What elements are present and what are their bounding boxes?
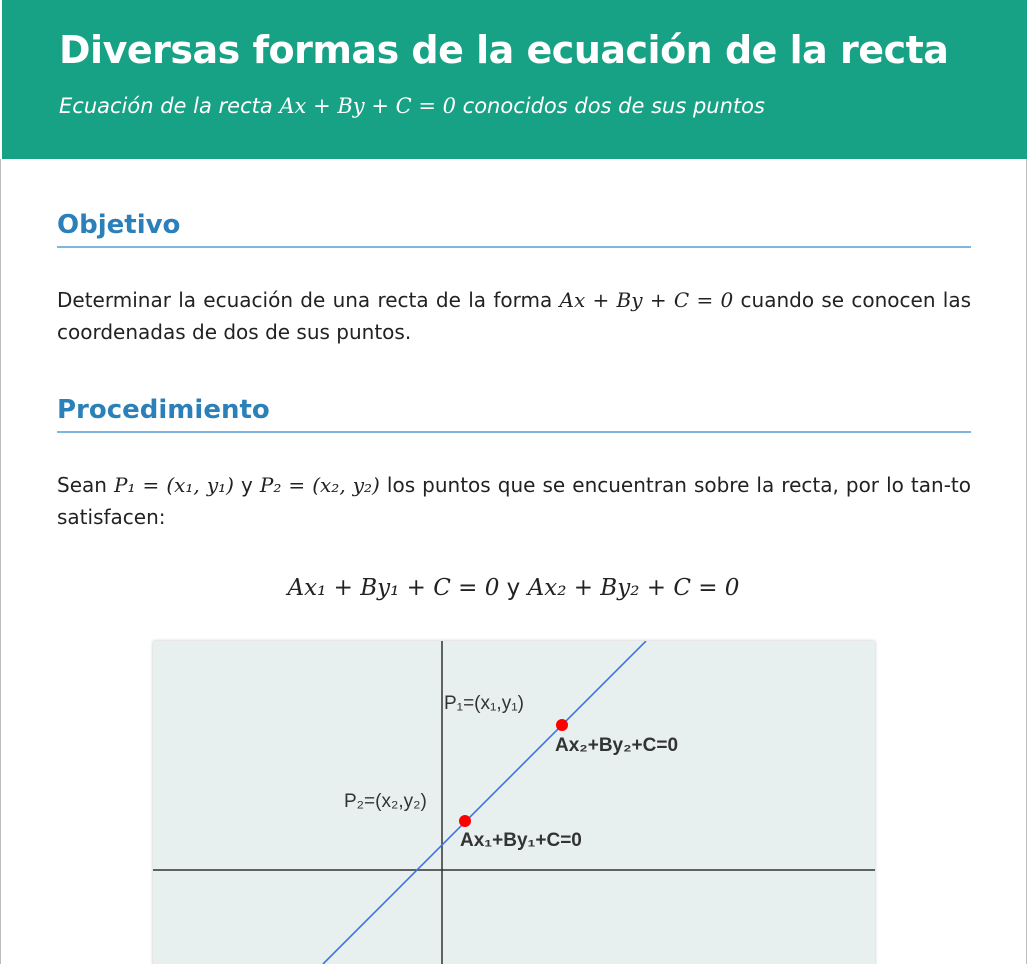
objetivo-equation: Ax + By + C = 0 — [559, 288, 734, 312]
display-equation-1: Ax₁ + By₁ + C = 0 — [287, 575, 500, 601]
label-p2: P₂=(x₂,y₂) — [344, 791, 427, 812]
procedimiento-text-1: Sean — [57, 473, 114, 497]
subtitle-equation: Ax + By + C = 0 — [279, 94, 456, 118]
point-p2-definition: P₂ = (x₂, y₂) — [259, 473, 380, 497]
line-figure — [153, 641, 875, 964]
heading-rule — [57, 246, 971, 248]
procedimiento-text-3: los puntos que se encuentran sobre la recta, por lo tan-to satisfacen: — [57, 473, 971, 529]
objetivo-paragraph — [57, 284, 971, 348]
point-p1-definition: P₁ = (x₁, y₁) — [113, 473, 234, 497]
point-p2 — [459, 815, 471, 827]
left-border — [0, 159, 1, 964]
procedimiento-text-2: y — [233, 473, 260, 497]
page-title: Diversas formas de la ecuación de la recta — [59, 28, 949, 72]
label-equation-1: Ax₁+By₁+C=0 — [460, 830, 582, 851]
display-equation-2: Ax₂ + By₂ + C = 0 — [527, 575, 740, 601]
heading-objetivo: Objetivo — [57, 210, 181, 240]
subtitle-prefix: Ecuación de la recta — [59, 94, 280, 118]
procedimiento-paragraph — [57, 469, 971, 533]
page-subtitle — [59, 94, 765, 118]
label-equation-2: Ax₂+By₂+C=0 — [555, 735, 679, 756]
subtitle-suffix: conocidos dos de sus puntos — [455, 94, 765, 118]
objetivo-text-before: Determinar la ecuación de una recta de la forma — [57, 288, 560, 312]
display-conjunction: y — [499, 575, 528, 601]
line-figure-svg — [153, 641, 875, 964]
heading-rule — [57, 431, 971, 433]
heading-procedimiento: Procedimiento — [57, 395, 270, 425]
point-p1 — [556, 719, 568, 731]
objetivo-text-after: cuando se conocen las coordenadas de dos de sus puntos. — [57, 288, 972, 344]
display-equations — [0, 575, 1027, 601]
header-banner — [2, 0, 1027, 159]
label-p1: P₁=(x₁,y₁) — [444, 693, 524, 714]
